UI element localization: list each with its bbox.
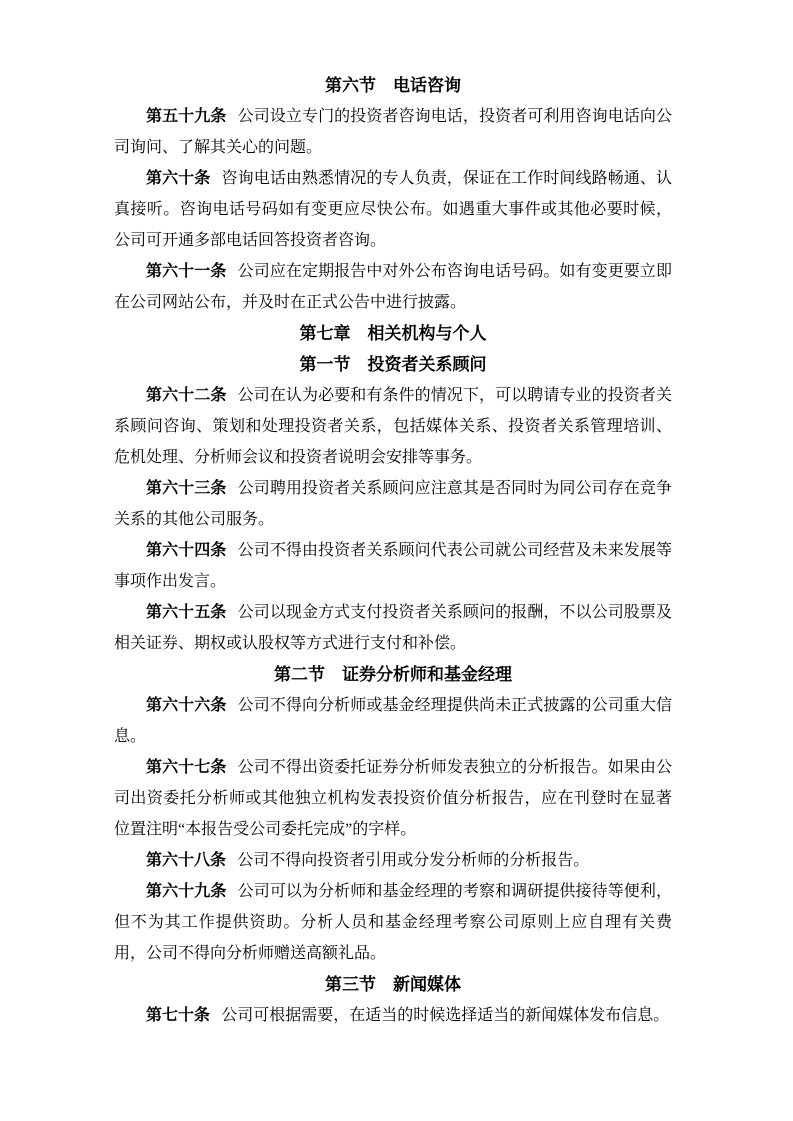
- article-69-number: 第六十九条: [146, 883, 227, 900]
- article-66-number: 第六十六条: [146, 697, 227, 714]
- article-65-number: 第六十五条: [146, 604, 227, 621]
- article-66: [114, 690, 672, 752]
- article-59: [114, 101, 672, 163]
- article-70-text: 公司可根据需要，在适当的时候选择适当的新闻媒体发布信息。: [221, 1007, 670, 1024]
- section-heading-phone-consultation: 第六节 电话咨询: [325, 76, 461, 95]
- article-60-text: 咨询电话由熟悉情况的专人负责，保证在工作时间线路畅通、认真接听。咨询电话号码如有变更应尽快公布。如遇重大事件或其他必要时候，公司可开通多部电话回答投资者咨询。: [114, 170, 672, 249]
- article-68-number: 第六十八条: [146, 852, 227, 869]
- chapter-heading-related-institutions: 第七章 相关机构与个人: [299, 324, 487, 343]
- article-69: [114, 876, 672, 969]
- article-63: [114, 473, 672, 535]
- article-64: [114, 535, 672, 597]
- section-heading-analysts-fund-managers: 第二节 证券分析师和基金经理: [274, 665, 512, 684]
- article-64-text: 公司不得由投资者关系顾问代表公司就公司经营及未来发展等事项作出发言。: [114, 542, 672, 590]
- article-67-text: 公司不得出资委托证券分析师发表独立的分析报告。如果由公司出资委托分析师或其他独立机构发表投资价值分析报告，应在刊登时在显著位置注明“本报告受公司委托完成”的字样。: [114, 759, 672, 838]
- article-65-text: 公司以现金方式支付投资者关系顾问的报酬，不以公司股票及相关证券、期权或认股权等方式进行支付和补偿。: [114, 604, 672, 652]
- article-68: [114, 845, 672, 876]
- article-61: [114, 256, 672, 318]
- article-68-text: 公司不得向投资者引用或分发分析师的分析报告。: [237, 852, 590, 869]
- article-62-number: 第六十二条: [146, 387, 227, 404]
- article-59-number: 第五十九条: [146, 108, 227, 125]
- article-67: [114, 752, 672, 845]
- article-59-text: 公司设立专门的投资者咨询电话，投资者可利用咨询电话向公司询问、了解其关心的问题。: [114, 108, 672, 156]
- article-62-text: 公司在认为必要和有条件的情况下，可以聘请专业的投资者关系顾问咨询、策划和处理投资者关系，包括媒体关系、投资者关系管理培训、危机处理、分析师会议和投资者说明会安排等事务。: [114, 387, 672, 466]
- article-66-text: 公司不得向分析师或基金经理提供尚未正式披露的公司重大信息。: [114, 697, 672, 745]
- article-65: [114, 597, 672, 659]
- article-60-number: 第六十条: [146, 170, 211, 187]
- article-62: [114, 380, 672, 473]
- article-63-text: 公司聘用投资者关系顾问应注意其是否同时为同公司存在竞争关系的其他公司服务。: [114, 480, 672, 528]
- article-63-number: 第六十三条: [146, 480, 227, 497]
- article-64-number: 第六十四条: [146, 542, 227, 559]
- article-69-text: 公司可以为分析师和基金经理的考察和调研提供接待等便利，但不为其工作提供资助。分析人员和基金经理考察公司原则上应自理有关费用，公司不得向分析师赠送高额礼品。: [114, 883, 672, 962]
- article-60: [114, 163, 672, 256]
- section-heading-ir-consultant: 第一节 投资者关系顾问: [299, 355, 487, 374]
- article-61-number: 第六十一条: [146, 263, 227, 280]
- article-61-text: 公司应在定期报告中对外公布咨询电话号码。如有变更要立即在公司网站公布，并及时在正式公告中进行披露。: [114, 263, 672, 311]
- article-67-number: 第六十七条: [146, 759, 227, 776]
- section-heading-news-media: 第三节 新闻媒体: [325, 975, 461, 994]
- article-70-number: 第七十条: [146, 1007, 211, 1024]
- article-70: [114, 1000, 672, 1031]
